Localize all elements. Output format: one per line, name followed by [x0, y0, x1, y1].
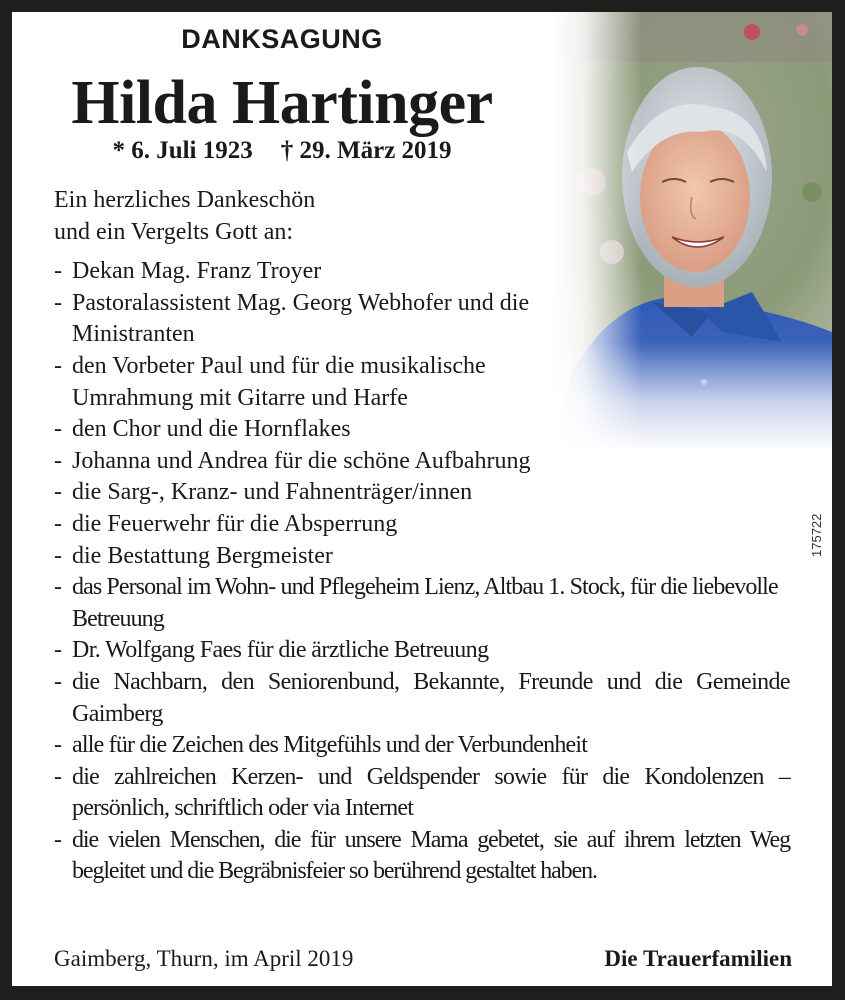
list-item: - Dr. Wolfgang Faes für die ärztliche Betreuung — [54, 637, 489, 664]
list-item: - Johanna und Andrea für die schöne Aufbahrung — [54, 447, 531, 474]
list-item: - den Vorbeter Paul und für die musikalische Umrahmung mit Gitarre und Harfe — [54, 352, 486, 411]
life-dates — [12, 136, 552, 166]
list-item: - Pastoralassistent Mag. Georg Webhofer und die Ministranten — [54, 289, 530, 348]
intro-text — [54, 185, 794, 248]
thanks-list — [54, 256, 794, 888]
obituary-notice — [12, 12, 832, 986]
deceased-name: Hilda Hartinger — [71, 69, 493, 137]
death-date: † 29. März 2019 — [280, 137, 452, 164]
list-item: - die vielen Menschen, die für unsere Mama gebetet, sie auf ihrem letzten Weg begleitet und die Begräbnisfeier so berührend gestaltet haben. — [54, 826, 790, 885]
list-item: - die Bestattung Bergmeister — [54, 542, 333, 569]
ad-code: 175722 — [809, 513, 824, 557]
notice-kicker: DANKSAGUNG — [181, 24, 383, 54]
list-item: - die zahlreichen Kerzen- und Geldspender sowie für die Kondolenzen – persönlich, schriftlich oder via Internet — [54, 763, 790, 822]
signature: Die Trauerfamilien — [604, 946, 792, 971]
place-and-date: Gaimberg, Thurn, im April 2019 — [54, 946, 354, 971]
intro-line: Ein herzliches Dankeschön — [54, 187, 316, 213]
list-item: - das Personal im Wohn- und Pflegeheim Lienz, Altbau 1. Stock, für die liebevolle Betreuung — [54, 574, 778, 632]
list-item: - die Sarg-, Kranz- und Fahnenträger/innen — [54, 479, 473, 506]
thanks-body — [54, 185, 794, 888]
intro-line: und ein Vergelts Gott an: — [54, 218, 294, 245]
list-item: - die Feuerwehr für die Absperrung — [54, 510, 398, 537]
notice-footer — [54, 946, 792, 978]
list-item: - die Nachbarn, den Seniorenbund, Bekannte, Freunde und die Gemeinde Gaimberg — [54, 668, 790, 727]
list-item: - den Chor und die Hornflakes — [54, 416, 351, 443]
list-item: - alle für die Zeichen des Mitgefühls und der Verbundenheit — [54, 732, 588, 759]
list-item: - Dekan Mag. Franz Troyer — [54, 258, 322, 285]
birth-date: * 6. Juli 1923 — [112, 137, 253, 164]
